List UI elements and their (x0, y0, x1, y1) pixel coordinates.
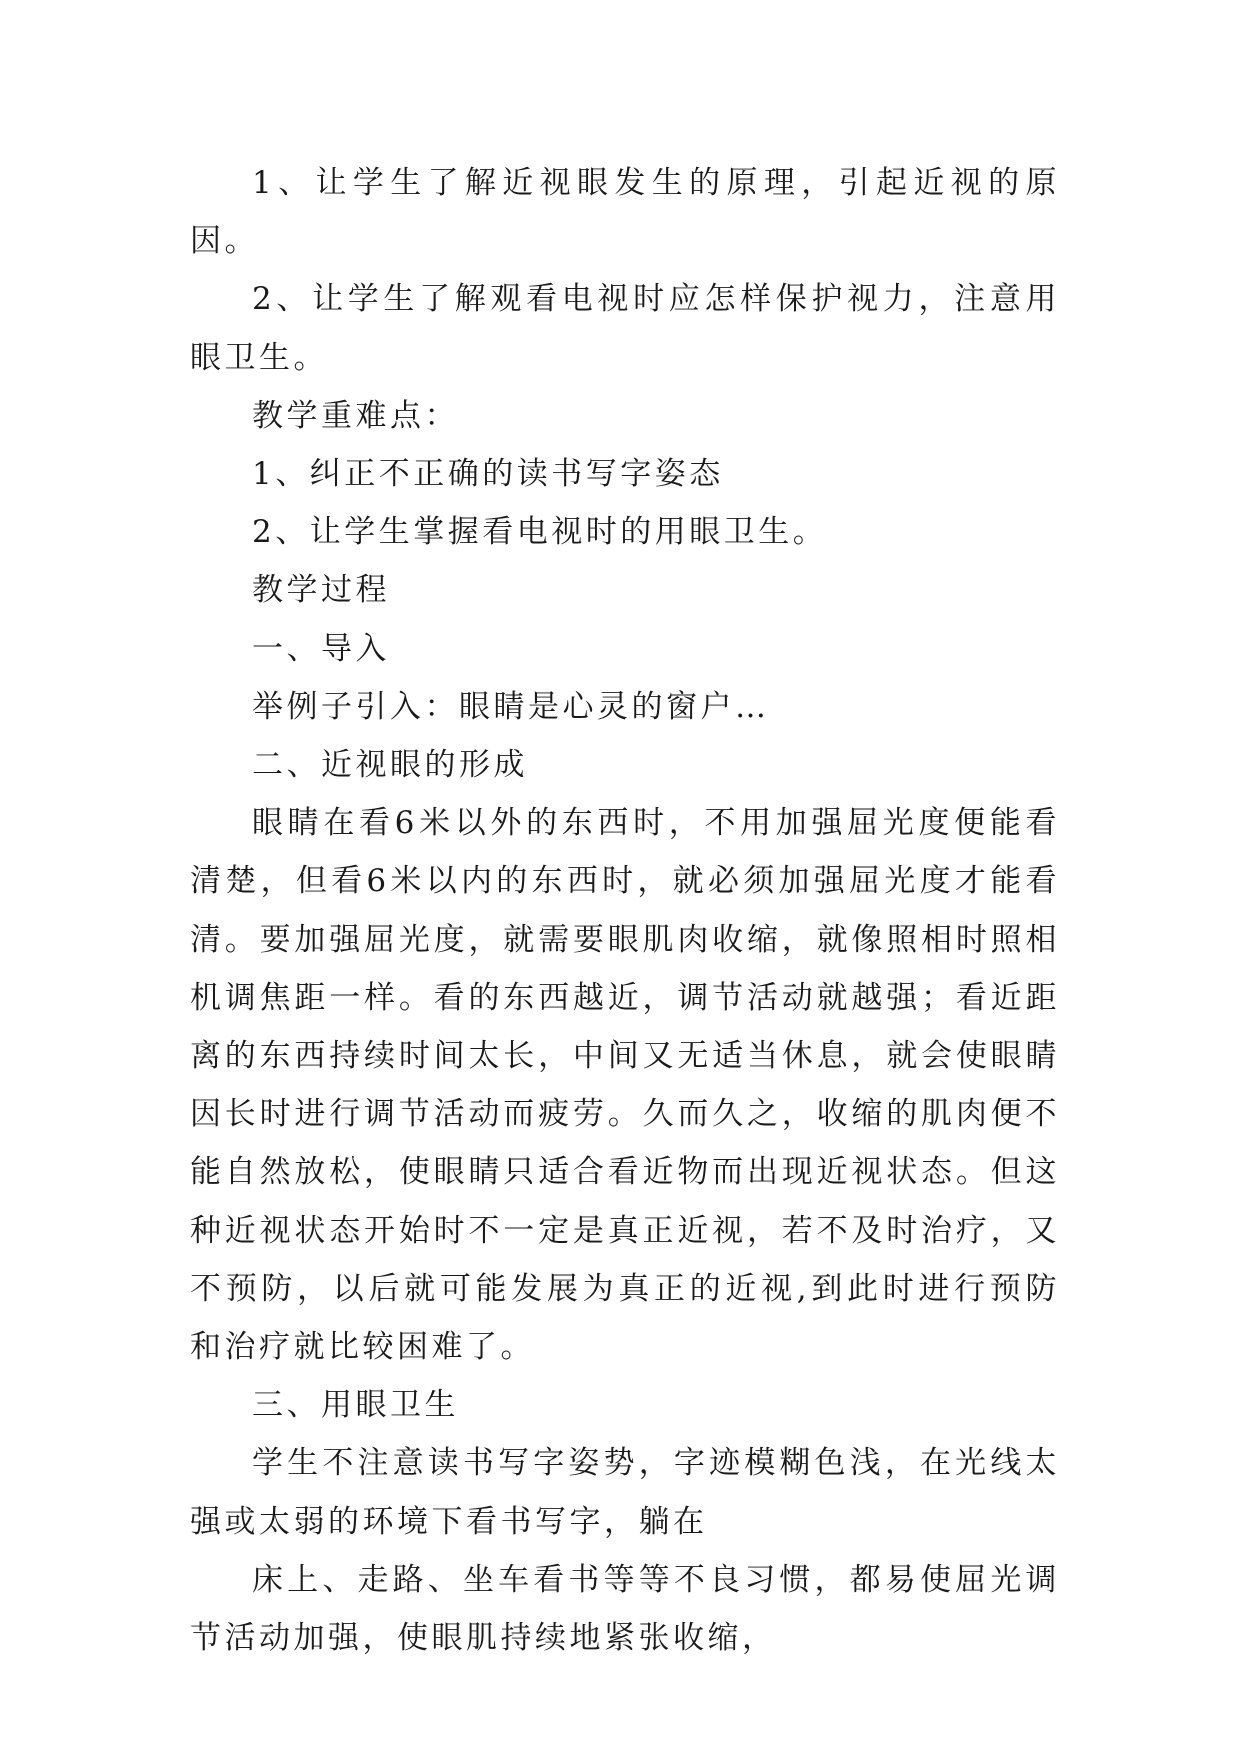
paragraph-myopia-formation: 眼睛在看6米以外的东西时，不用加强屈光度便能看清楚，但看6米以内的东西时，就必须加强屈光度才能看清。要加强屈光度，就需要眼肌肉收缩，就像照相时照相机调焦距一样。看的东西越近，调节活动就越强；看近距离的东西持续时间太长，中间又无适当休息，就会使眼睛因长时进行调节活动而疲劳。久而久之，收缩的肌肉便不能自然放松，使眼睛只适合看近物而出现近视状态。但这种近视状态开始时不一定是真正近视，若不及时治疗，又不预防，以后就可能发展为真正的近视,到此时进行预防和治疗就比较困难了。 (190, 805, 1060, 1366)
document-body (190, 154, 1060, 1667)
paragraph-intro: 举例子引入：眼睛是心灵的窗户… (252, 688, 770, 725)
heading-teaching-process: 教学过程 (252, 572, 390, 609)
heading-section-myopia-formation: 二、近视眼的形成 (252, 747, 528, 784)
paragraph-eye-hygiene-1: 学生不注意读书写字姿势，字迹模糊色浅，在光线太强或太弱的环境下看书写字，躺在 (190, 1445, 1060, 1540)
paragraph-eye-hygiene-2: 床上、走路、坐车看书等等不良习惯，都易使屈光调节活动加强，使眼肌持续地紧张收缩， (190, 1561, 1060, 1657)
paragraph-objective-2: 2、让学生了解观看电视时应怎样保护视力，注意用眼卫生。 (190, 281, 1060, 376)
heading-key-points: 教学重难点： (252, 397, 459, 434)
paragraph-key-point-1: 1、纠正不正确的读书写字姿态 (252, 456, 724, 493)
paragraph-objective-1: 1、让学生了解近视眼发生的原理，引起近视的原因。 (190, 165, 1060, 260)
paragraph-key-point-2: 2、让学生掌握看电视时的用眼卫生。 (252, 514, 828, 551)
heading-section-eye-hygiene: 三、用眼卫生 (252, 1387, 459, 1424)
heading-section-intro: 一、导入 (252, 630, 390, 667)
